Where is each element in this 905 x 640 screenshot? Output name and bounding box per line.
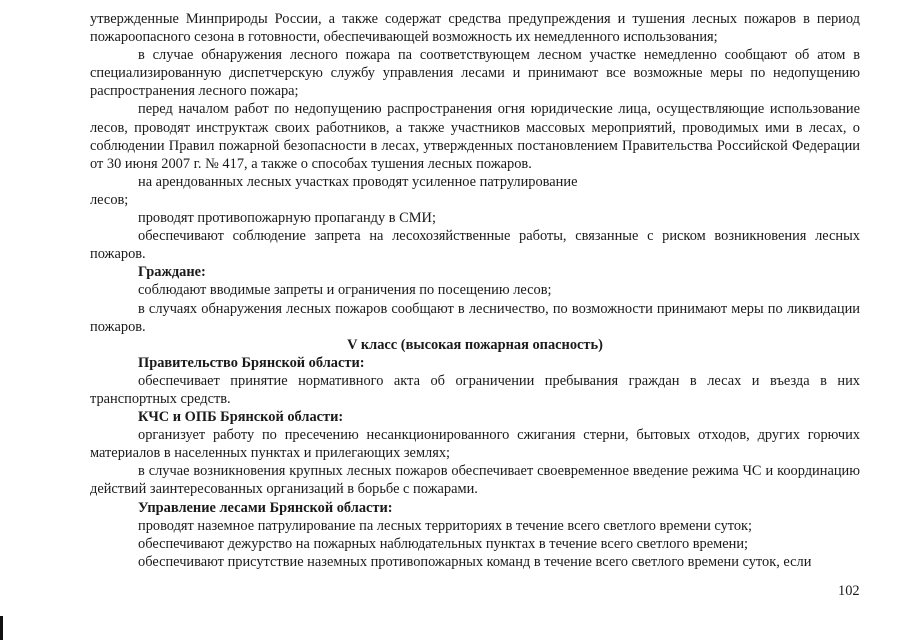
section-heading: Управление лесами Брянской области: xyxy=(138,499,393,516)
paragraph: в случаях обнаружения лесных пожаров сообщают в лесничество, по возможности принимают меры по ликвидации пожаров. xyxy=(90,300,860,335)
paragraph: утвержденные Минприроды России, а также содержат средства предупреждения и тушения лесных пожаров в период пожароопасного сезона в готовности, обеспечивающей возможность их немедленного использования; xyxy=(90,11,860,46)
paragraph: организует работу по пресечению несанкционированного сжигания стерни, бытовых отходов, других горючих материалов в населенных пунктах и прилегающих землях; xyxy=(90,427,860,462)
paragraph: в случае обнаружения лесного пожара па соответствующем лесном участке немедленно сообщают об атом в специализированную диспетчерскую службу управления лесами и принимают все возможные меры по недопущению распространения лесного пожара; xyxy=(90,47,860,100)
paragraph: обеспечивают присутствие наземных противопожарных команд в течение всего светлого времени суток, если xyxy=(138,553,812,570)
paragraph: соблюдают вводимые запреты и ограничения по посещению лесов; xyxy=(138,282,552,299)
section-heading: КЧС и ОПБ Брянской области: xyxy=(138,409,344,426)
scan-edge-mark xyxy=(0,616,3,640)
paragraph: перед началом работ по недопущению распространения огня юридические лица, осуществляющие использование лесов, проводят инструктаж своих работников, а также участников массовых мероприятий, проводимых ими в лесах, о соблюдении Правил пожарной безопасности в лесах, утвержденных постановлением Правительства Российской Федерации от 30 июня 2007 г. № 417, а также о способах тушения лесных пожаров. xyxy=(90,101,860,172)
paragraph: лесов; xyxy=(90,191,129,208)
paragraph: проводят противопожарную пропаганду в СМИ; xyxy=(138,210,436,227)
paragraph: в случае возникновения крупных лесных пожаров обеспечивает своевременное введение режима ЧС и координацию действий заинтересованных организаций в борьбе с пожарами. xyxy=(90,463,860,498)
section-heading: Граждане: xyxy=(138,264,206,281)
paragraph: проводят наземное патрулирование па лесных территориях в течение всего светлого времени суток; xyxy=(138,517,753,534)
paragraph: обеспечивает принятие нормативного акта об ограничении пребывания граждан в лесах и въезда в них транспортных средств. xyxy=(90,372,860,407)
class-title: V класс (высокая пожарная опасность) xyxy=(347,336,603,353)
section-heading: Правительство Брянской области: xyxy=(138,354,365,371)
document-body xyxy=(90,10,860,571)
paragraph: обеспечивают дежурство на пожарных наблюдательных пунктах в течение всего светлого времени; xyxy=(138,535,749,552)
page-number: 102 xyxy=(838,583,860,599)
paragraph: обеспечивают соблюдение запрета на лесохозяйственные работы, связанные с риском возникновения лесных пожаров. xyxy=(90,228,860,263)
paragraph: на арендованных лесных участках проводят усиленное патрулирование xyxy=(138,173,578,190)
